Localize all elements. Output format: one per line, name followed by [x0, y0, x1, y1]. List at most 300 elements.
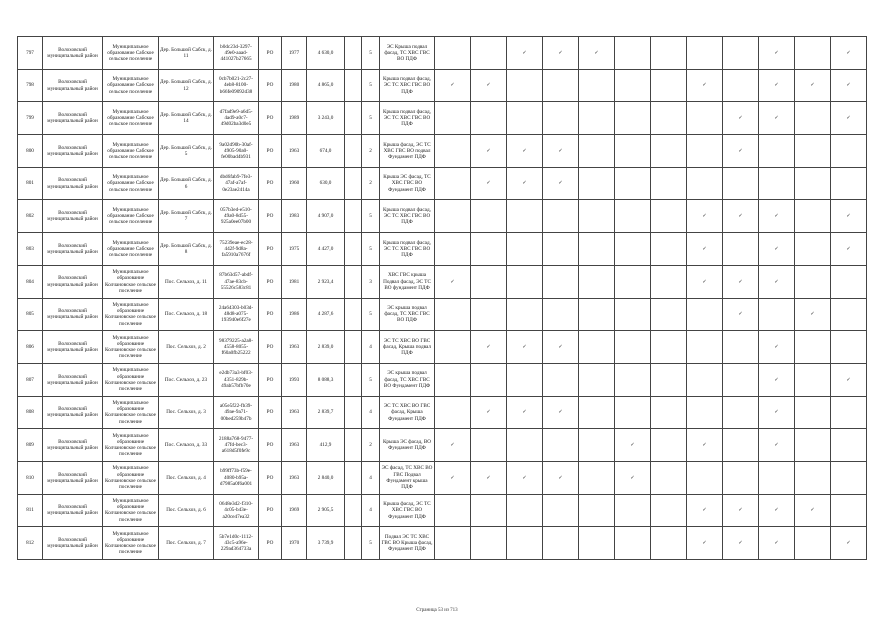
work-cell-7 [651, 396, 687, 429]
work-cell-5 [579, 298, 615, 331]
work-cell-10 [759, 494, 795, 527]
work-cell-8 [687, 396, 723, 429]
build-year-cell: 1963 [282, 461, 307, 494]
work-cell-9 [723, 429, 759, 462]
work-cell-4 [543, 167, 579, 200]
settlement-cell: Муниципальное образование Колчановское сельское поселение [103, 298, 159, 331]
checkmark-icon: ✓ [774, 82, 779, 89]
work-cell-8 [687, 298, 723, 331]
work-cell-4 [543, 37, 579, 70]
work-cell-10 [759, 298, 795, 331]
work-cell-5 [579, 429, 615, 462]
district-cell: Волоховский муниципальный район [43, 37, 103, 70]
checkmark-icon: ✓ [810, 507, 815, 514]
work-cell-5 [579, 200, 615, 233]
management-type-cell: РО [259, 200, 282, 233]
house-id-cell: 0cb7b021-2c27-4eb8-8100-b66fe09092d38 [214, 69, 259, 102]
work-cell-11 [795, 102, 831, 135]
management-type-cell: РО [259, 37, 282, 70]
work-cell-1 [435, 363, 471, 396]
district-cell: Волоховский муниципальный район [43, 135, 103, 168]
checkmark-icon: ✓ [846, 49, 851, 56]
district-cell: Волоховский муниципальный район [43, 331, 103, 364]
checkmark-icon: ✓ [774, 278, 779, 285]
table-row [18, 167, 867, 200]
work-cell-5 [579, 135, 615, 168]
build-year-cell: 1989 [282, 102, 307, 135]
works-list-cell: Крыша ЭС фасад, ВО Фундамент ПДФ [380, 429, 435, 462]
checkmark-icon: ✓ [450, 82, 455, 89]
row-number: 803 [18, 233, 43, 266]
checkmark-icon: ✓ [774, 115, 779, 122]
work-cell-2 [471, 363, 507, 396]
row-number: 811 [18, 494, 43, 527]
work-cell-8 [687, 494, 723, 527]
work-cell-7 [651, 135, 687, 168]
floors-cell [345, 69, 362, 102]
area-cell: 2 905,5 [307, 494, 345, 527]
row-number: 799 [18, 102, 43, 135]
settlement-cell: Муниципальное образование Колчановское сельское поселение [103, 461, 159, 494]
build-year-cell: 1963 [282, 396, 307, 429]
floor-count-cell: 5 [362, 102, 380, 135]
works-list-cell: Крыша подвал фасад, ЭС ТС ХВС ГВС ВО ПДФ [380, 69, 435, 102]
work-cell-6 [615, 396, 651, 429]
work-cell-3 [507, 494, 543, 527]
work-cell-4 [543, 461, 579, 494]
work-cell-3 [507, 331, 543, 364]
table-row [18, 494, 867, 527]
floors-cell [345, 363, 362, 396]
floors-cell [345, 233, 362, 266]
build-year-cell: 1983 [282, 200, 307, 233]
floors-cell [345, 200, 362, 233]
work-cell-7 [651, 494, 687, 527]
area-cell: 3 739,9 [307, 527, 345, 560]
area-cell: 4 865,0 [307, 69, 345, 102]
work-cell-2 [471, 135, 507, 168]
district-cell: Волоховский муниципальный район [43, 298, 103, 331]
house-id-cell: a05e5f22-fb39-49ae-9a71-00bed259b47b [214, 396, 259, 429]
work-cell-11 [795, 69, 831, 102]
checkmark-icon: ✓ [810, 311, 815, 318]
work-cell-11 [795, 298, 831, 331]
work-cell-2 [471, 233, 507, 266]
work-cell-4 [543, 298, 579, 331]
work-cell-6 [615, 331, 651, 364]
build-year-cell: 1980 [282, 69, 307, 102]
house-id-cell: dbd6fab9-7fe3-47af-a7af-0e23ae2414a [214, 167, 259, 200]
settlement-cell: Муниципальное образование Сабское сельское поселение [103, 102, 159, 135]
floors-cell [345, 135, 362, 168]
table-row [18, 265, 867, 298]
checkmark-icon: ✓ [558, 180, 563, 187]
work-cell-4 [543, 265, 579, 298]
checkmark-icon: ✓ [450, 474, 455, 481]
checkmark-icon: ✓ [450, 278, 455, 285]
checkmark-icon: ✓ [702, 213, 707, 220]
floor-count-cell: 5 [362, 37, 380, 70]
checkmark-icon: ✓ [702, 540, 707, 547]
house-id-cell: 9a02d90b-30af-4905-90a0-fe00bad4b931 [214, 135, 259, 168]
district-cell: Волоховский муниципальный район [43, 429, 103, 462]
work-cell-1 [435, 396, 471, 429]
work-cell-10 [759, 233, 795, 266]
work-cell-5 [579, 167, 615, 200]
work-cell-9 [723, 69, 759, 102]
work-cell-11 [795, 527, 831, 560]
checkmark-icon: ✓ [846, 82, 851, 89]
address-cell: Пос. Сельхоз, д. 18 [159, 298, 214, 331]
row-number: 810 [18, 461, 43, 494]
area-cell: 4 907,0 [307, 200, 345, 233]
work-cell-3 [507, 233, 543, 266]
work-cell-10 [759, 396, 795, 429]
floor-count-cell: 5 [362, 527, 380, 560]
build-year-cell: 1977 [282, 37, 307, 70]
checkmark-icon: ✓ [702, 82, 707, 89]
work-cell-2 [471, 167, 507, 200]
works-list-cell: ХВС ГВС крыша Подвал фасад, ЭС ТС ВО фундамент ПДФ [380, 265, 435, 298]
work-cell-2 [471, 265, 507, 298]
work-cell-6 [615, 461, 651, 494]
work-cell-2 [471, 331, 507, 364]
works-list-cell: ЭС крыша подвал фасад, ТС ХВС ГВС ВО Фундамент ПДФ [380, 363, 435, 396]
management-type-cell: РО [259, 494, 282, 527]
management-type-cell: РО [259, 429, 282, 462]
management-type-cell: РО [259, 233, 282, 266]
work-cell-10 [759, 265, 795, 298]
checkmark-icon: ✓ [486, 343, 491, 350]
work-cell-12 [831, 69, 867, 102]
settlement-cell: Муниципальное образование Колчановское сельское поселение [103, 265, 159, 298]
work-cell-10 [759, 331, 795, 364]
management-type-cell: РО [259, 363, 282, 396]
checkmark-icon: ✓ [738, 311, 743, 318]
work-cell-12 [831, 102, 867, 135]
work-cell-10 [759, 167, 795, 200]
checkmark-icon: ✓ [486, 474, 491, 481]
work-cell-4 [543, 527, 579, 560]
work-cell-12 [831, 167, 867, 200]
work-cell-11 [795, 233, 831, 266]
management-type-cell: РО [259, 102, 282, 135]
work-cell-10 [759, 200, 795, 233]
work-cell-2 [471, 429, 507, 462]
table-row [18, 102, 867, 135]
table-row [18, 363, 867, 396]
area-cell: 4 427,0 [307, 233, 345, 266]
work-cell-7 [651, 363, 687, 396]
address-cell: Дер. Большой Сабск, д. 11 [159, 37, 214, 70]
table-row [18, 527, 867, 560]
work-cell-9 [723, 233, 759, 266]
checkmark-icon: ✓ [738, 147, 743, 154]
work-cell-8 [687, 363, 723, 396]
work-cell-12 [831, 494, 867, 527]
floors-cell [345, 494, 362, 527]
address-cell: Дер. Большой Сабск, д. 6 [159, 167, 214, 200]
address-cell: Пос. Сельхоз, д. 33 [159, 429, 214, 462]
work-cell-8 [687, 233, 723, 266]
checkmark-icon: ✓ [738, 540, 743, 547]
district-cell: Волоховский муниципальный район [43, 265, 103, 298]
house-id-cell: 24a64303-b03d-48d8-a075-193940e6f27e [214, 298, 259, 331]
checkmark-icon: ✓ [846, 115, 851, 122]
build-year-cell: 1986 [282, 298, 307, 331]
checkmark-icon: ✓ [738, 507, 743, 514]
work-cell-4 [543, 429, 579, 462]
work-cell-10 [759, 102, 795, 135]
work-cell-4 [543, 363, 579, 396]
work-cell-11 [795, 265, 831, 298]
checkmark-icon: ✓ [522, 474, 527, 481]
work-cell-2 [471, 200, 507, 233]
settlement-cell: Муниципальное образование Колчановское сельское поселение [103, 331, 159, 364]
table-row [18, 396, 867, 429]
works-list-cell: Подвал ЭС ТС ХВС ГВС ВО Крыша фасад, Фундамент ПДФ [380, 527, 435, 560]
address-cell: Пос. Сельхоз, д. 2 [159, 331, 214, 364]
checkmark-icon: ✓ [558, 474, 563, 481]
work-cell-1 [435, 37, 471, 70]
work-cell-6 [615, 494, 651, 527]
works-list-cell: ЭС ТС ХВС ВО ГВС фасад, Крыша подвал ПДФ [380, 331, 435, 364]
checkmark-icon: ✓ [846, 213, 851, 220]
floor-count-cell: 5 [362, 298, 380, 331]
management-type-cell: РО [259, 69, 282, 102]
work-cell-5 [579, 494, 615, 527]
work-cell-7 [651, 461, 687, 494]
works-list-cell: ЭС фасад, ТС ХВС ВО ГВС Подвал Фундамент крыша ПДФ [380, 461, 435, 494]
work-cell-8 [687, 265, 723, 298]
works-list-cell: ЭС ТС ХВС ВО ГВС фасад, Крыша Фундамент ПДФ [380, 396, 435, 429]
work-cell-10 [759, 527, 795, 560]
work-cell-3 [507, 102, 543, 135]
work-cell-12 [831, 527, 867, 560]
floor-count-cell: 4 [362, 494, 380, 527]
work-cell-4 [543, 102, 579, 135]
checkmark-icon: ✓ [486, 180, 491, 187]
checkmark-icon: ✓ [774, 343, 779, 350]
area-cell: 4 287,6 [307, 298, 345, 331]
table-row [18, 37, 867, 70]
table-row [18, 461, 867, 494]
checkmark-icon: ✓ [774, 540, 779, 547]
floors-cell [345, 298, 362, 331]
management-type-cell: РО [259, 167, 282, 200]
row-number: 808 [18, 396, 43, 429]
works-list-cell: Крыша подвал фасад, ЭС ТС ХВС ГВС ВО ПДФ [380, 233, 435, 266]
work-cell-9 [723, 298, 759, 331]
work-cell-1 [435, 461, 471, 494]
checkmark-icon: ✓ [630, 474, 635, 481]
work-cell-12 [831, 298, 867, 331]
checkmark-icon: ✓ [486, 409, 491, 416]
work-cell-12 [831, 461, 867, 494]
address-cell: Пос. Сельхоз, д. 7 [159, 527, 214, 560]
settlement-cell: Муниципальное образование Колчановское сельское поселение [103, 527, 159, 560]
floors-cell [345, 331, 362, 364]
area-cell: 2 839,0 [307, 331, 345, 364]
work-cell-1 [435, 331, 471, 364]
work-cell-12 [831, 200, 867, 233]
work-cell-9 [723, 527, 759, 560]
work-cell-5 [579, 233, 615, 266]
work-cell-3 [507, 135, 543, 168]
work-cell-7 [651, 37, 687, 70]
checkmark-icon: ✓ [558, 49, 563, 56]
work-cell-4 [543, 331, 579, 364]
housing-register-table [17, 36, 867, 560]
work-cell-2 [471, 69, 507, 102]
build-year-cell: 1963 [282, 331, 307, 364]
area-cell: 412,9 [307, 429, 345, 462]
work-cell-3 [507, 167, 543, 200]
work-cell-12 [831, 363, 867, 396]
work-cell-2 [471, 102, 507, 135]
checkmark-icon: ✓ [846, 540, 851, 547]
works-list-cell: Крыша фасад, ЭС ТС ХВС ГВС ВО подвал Фундамент ПДФ [380, 135, 435, 168]
checkmark-icon: ✓ [774, 213, 779, 220]
work-cell-7 [651, 331, 687, 364]
row-number: 805 [18, 298, 43, 331]
district-cell: Волоховский муниципальный район [43, 69, 103, 102]
checkmark-icon: ✓ [846, 376, 851, 383]
row-number: 804 [18, 265, 43, 298]
work-cell-6 [615, 167, 651, 200]
work-cell-12 [831, 331, 867, 364]
work-cell-10 [759, 37, 795, 70]
work-cell-3 [507, 363, 543, 396]
management-type-cell: РО [259, 331, 282, 364]
work-cell-4 [543, 200, 579, 233]
work-cell-7 [651, 265, 687, 298]
row-number: 802 [18, 200, 43, 233]
address-cell: Дер. Большой Сабск, д. 14 [159, 102, 214, 135]
work-cell-8 [687, 461, 723, 494]
work-cell-4 [543, 233, 579, 266]
area-cell: 2 923,4 [307, 265, 345, 298]
row-number: 800 [18, 135, 43, 168]
address-cell: Пос. Сельхоз, д. 11 [159, 265, 214, 298]
work-cell-9 [723, 331, 759, 364]
floor-count-cell: 2 [362, 135, 380, 168]
settlement-cell: Муниципальное образование Колчановское сельское поселение [103, 396, 159, 429]
table-body [18, 37, 867, 560]
work-cell-1 [435, 265, 471, 298]
settlement-cell: Муниципальное образование Колчановское сельское поселение [103, 363, 159, 396]
build-year-cell: 1969 [282, 494, 307, 527]
area-cell: 4 630,0 [307, 37, 345, 70]
checkmark-icon: ✓ [630, 441, 635, 448]
house-id-cell: 98379225-a2a8-4558-8055-f60a0fb25222 [214, 331, 259, 364]
work-cell-3 [507, 265, 543, 298]
work-cell-1 [435, 527, 471, 560]
work-cell-12 [831, 37, 867, 70]
work-cell-1 [435, 429, 471, 462]
work-cell-8 [687, 69, 723, 102]
build-year-cell: 1993 [282, 363, 307, 396]
table-row [18, 200, 867, 233]
district-cell: Волоховский муниципальный район [43, 233, 103, 266]
checkmark-icon: ✓ [558, 409, 563, 416]
work-cell-1 [435, 167, 471, 200]
floors-cell [345, 429, 362, 462]
floors-cell [345, 265, 362, 298]
checkmark-icon: ✓ [702, 441, 707, 448]
checkmark-icon: ✓ [486, 82, 491, 89]
work-cell-1 [435, 233, 471, 266]
work-cell-6 [615, 233, 651, 266]
work-cell-9 [723, 135, 759, 168]
work-cell-2 [471, 461, 507, 494]
works-list-cell: ЭС Крыша подвал фасад, ТС ХВС ГВС ВО ПДФ [380, 37, 435, 70]
checkmark-icon: ✓ [738, 115, 743, 122]
house-id-cell: b99ff73b-f59e-4080-b95a-d7985a0f6a001 [214, 461, 259, 494]
house-id-cell: 057b3ed-e510-49a0-8d55-925a0ee07b00 [214, 200, 259, 233]
work-cell-1 [435, 69, 471, 102]
work-cell-10 [759, 461, 795, 494]
work-cell-4 [543, 69, 579, 102]
work-cell-5 [579, 102, 615, 135]
district-cell: Волоховский муниципальный район [43, 527, 103, 560]
settlement-cell: Муниципальное образование Сабское сельское поселение [103, 200, 159, 233]
area-cell: 630,0 [307, 167, 345, 200]
checkmark-icon: ✓ [738, 278, 743, 285]
work-cell-4 [543, 135, 579, 168]
work-cell-7 [651, 69, 687, 102]
checkmark-icon: ✓ [522, 49, 527, 56]
row-number: 798 [18, 69, 43, 102]
checkmark-icon: ✓ [522, 180, 527, 187]
district-cell: Волоховский муниципальный район [43, 396, 103, 429]
checkmark-icon: ✓ [774, 49, 779, 56]
row-number: 812 [18, 527, 43, 560]
area-cell: 8 088,3 [307, 363, 345, 396]
address-cell: Пос. Сельхоз, д. 6 [159, 494, 214, 527]
build-year-cell: 1960 [282, 167, 307, 200]
work-cell-3 [507, 396, 543, 429]
management-type-cell: РО [259, 396, 282, 429]
district-cell: Волоховский муниципальный район [43, 363, 103, 396]
house-id-cell: 0648e3d2-f310-4c05-b43e-a20ce47ea32 [214, 494, 259, 527]
checkmark-icon: ✓ [558, 147, 563, 154]
house-id-cell: 75239eae-ec28-442f-9d8a-fa5910a7676f [214, 233, 259, 266]
row-number: 807 [18, 363, 43, 396]
settlement-cell: Муниципальное образование Колчановское сельское поселение [103, 429, 159, 462]
district-cell: Волоховский муниципальный район [43, 494, 103, 527]
floor-count-cell: 2 [362, 429, 380, 462]
works-list-cell: Крыша ЭС фасад, ТС ХВС ГВС ВО Фундамент ПДФ [380, 167, 435, 200]
district-cell: Волоховский муниципальный район [43, 102, 103, 135]
work-cell-1 [435, 102, 471, 135]
work-cell-6 [615, 298, 651, 331]
table-row [18, 429, 867, 462]
work-cell-12 [831, 135, 867, 168]
table-row [18, 69, 867, 102]
work-cell-9 [723, 461, 759, 494]
address-cell: Дер. Большой Сабск, д. 7 [159, 200, 214, 233]
checkmark-icon: ✓ [702, 507, 707, 514]
checkmark-icon: ✓ [774, 376, 779, 383]
floor-count-cell: 5 [362, 363, 380, 396]
area-cell: 2 840,0 [307, 461, 345, 494]
work-cell-3 [507, 37, 543, 70]
work-cell-12 [831, 265, 867, 298]
district-cell: Волоховский муниципальный район [43, 461, 103, 494]
work-cell-3 [507, 69, 543, 102]
work-cell-5 [579, 69, 615, 102]
